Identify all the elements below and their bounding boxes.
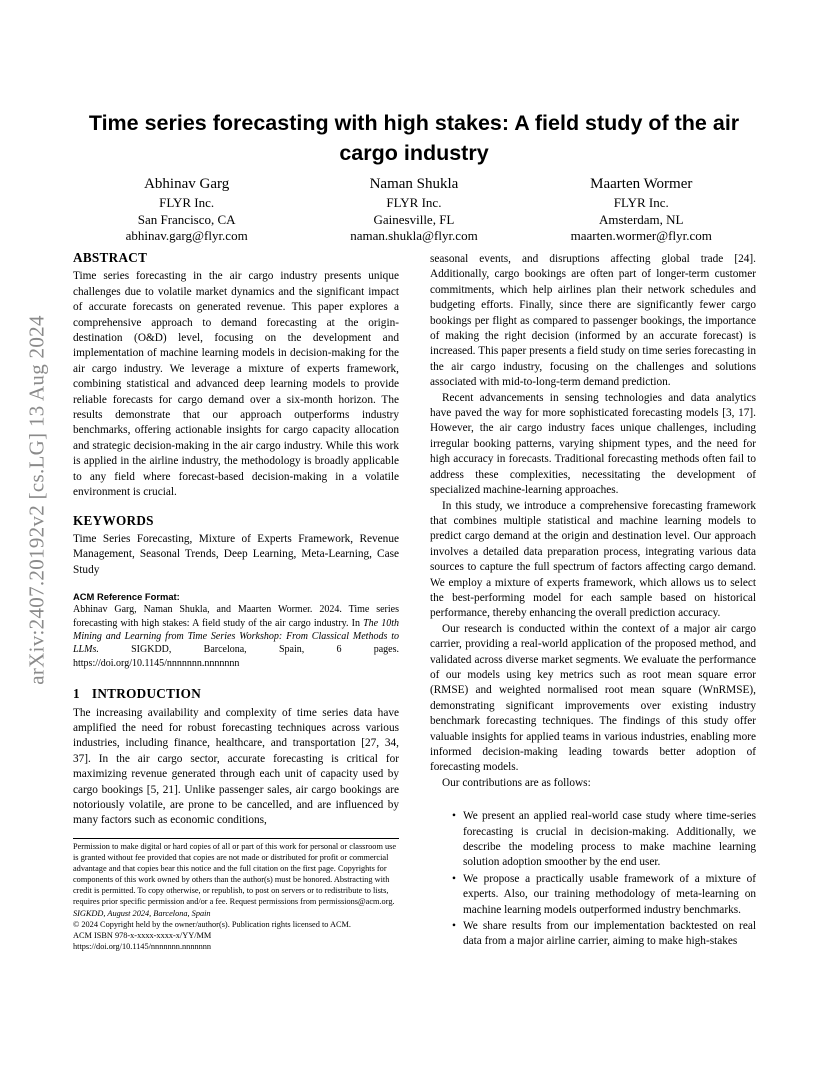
contribution-item (430, 919, 756, 950)
contribution-item (430, 872, 756, 918)
acm-reference-line1: Abhinav Garg, Naman Shukla, and Maarten Wormer. 2024. Time series forecasting with high stakes: A field study of the air cargo industry. In (73, 604, 399, 629)
intro-paragraph-5: Our contributions are as follows: (442, 776, 591, 789)
section-number: 1 (73, 686, 80, 702)
section-title: INTRODUCTION (91, 686, 202, 702)
permission-footnote (73, 838, 399, 952)
author-block (73, 175, 755, 245)
bullet-icon: • (452, 872, 456, 885)
contribution-text: We present an applied real-world case study where time-series forecasting is crucial in decision-making. Additionally, we describe the modeling process to make machine learning solution adoption smoother by the end user. (463, 810, 756, 869)
intro-continued-paragraph: seasonal events, and disruptions affecting global trade [24]. Additionally, cargo bookings are often part of longer-term customer commitments, which help airlines plan their network schedules and budgeting efforts. Finally, since there are significantly fewer cargo bookings per flight as compared to passenger bookings, the importance of making the right decision (informed by an accurate forecast) is increased. This paper presents a field study on time series forecasting in the air cargo industry, focusing on the challenges and solutions associated with mid-to-long-term demand prediction. (430, 253, 756, 389)
author-location: San Francisco, CA (137, 211, 236, 227)
introduction-heading (73, 686, 399, 701)
introduction-paragraph-1: The increasing availability and complexity of time series data have amplified the need for robust forecasting techniques across various industries, including finance, healthcare, and transportation [27, 34, 37]. In the air cargo sector, accurate forecasting is critical for maximizing revenue generated through each unit of capacity used by cargo bookings [5, 21]. Unlike passenger sales, air cargo bookings are notoriously volatile, are prone to be cancelled, and are influenced by many factors such as economic conditions, (73, 706, 399, 827)
author-2 (300, 175, 527, 245)
isbn-line: ACM ISBN 978-x-xxxx-xxxx-x/YY/MM (73, 931, 212, 940)
acm-reference-line2: SIGKDD, Barcelona, Spain, 6 pages. https://doi.org/10.1145/nnnnnnn.nnnnnnn (73, 644, 399, 669)
acm-reference-text (73, 603, 399, 670)
contribution-item (430, 809, 756, 871)
intro-paragraph-3: In this study, we introduce a comprehensive forecasting framework that combines multiple statistical and machine learning models to predict cargo demand at the origin and destination level. Our approach involves a detailed data preparation process, integrating various data sources to capture the full spectrum of factors affecting cargo demand. We employ a mixture of experts framework, which allows us to select the best-performing model for each sample based on historical performance, thereby enhancing the overall prediction accuracy. (430, 499, 756, 620)
author-org: FLYR Inc. (386, 195, 442, 210)
contribution-text: We share results from our implementation backtested on real data from a major airline carrier, aiming to make high-stakes (463, 920, 756, 948)
author-org: FLYR Inc. (159, 195, 215, 210)
author-name: Naman Shukla (369, 176, 459, 192)
contributions-list (430, 809, 756, 950)
right-column (430, 252, 756, 951)
author-email[interactable]: abhinav.garg@flyr.com (125, 228, 248, 243)
intro-paragraph-4: Our research is conducted within the context of a major air cargo carrier, providing a real-world application of the proposed method, and validated across diverse market segments. We evaluate the performance of our models using key metrics such as root mean square error (RMSE) and weighted normalised root mean square (WnRMSE), demonstrating significant improvements over existing industry benchmark forecasting techniques. The findings of this study offer valuable insights for applied teams in various industries, enabling more informed decision-making leading towards better adoption of forecasting models. (430, 622, 756, 774)
contribution-text: We propose a practically usable framework of a mixture of experts. Also, our training methodology of meta-learning on machine learning models outperformed industry benchmarks. (463, 872, 756, 916)
abstract-text: Time series forecasting in the air cargo industry presents unique challenges due to volatile market dynamics and the significant impact of accurate forecasts on generated revenue. This paper explores a comprehensive approach to demand forecasting at the origin-destination (O&D) level, focusing on the development and implementation of machine learning models in decision-making for the air cargo industry. We leverage a mixture of experts framework, combining statistical and advanced deep learning models to provide reliable forecasts for cargo demand over a six-month horizon. The results demonstrate that our approach outperforms industry benchmarks, offering actionable insights for cargo capacity allocation and strategic decision-making in the air cargo industry. While this work is applied in the airline industry, the methodology is broadly applicable to any field where forecast-based decision-making in a volatile environment is crucial. (73, 270, 399, 499)
author-location: Amsterdam, NL (599, 211, 684, 227)
intro-paragraph-2: Recent advancements in sensing technologies and data analytics have paved the way for more sophisticated forecasting models [3, 17]. However, the air cargo industry faces unique challenges, including irregular booking patterns, varying shipment types, and the need for high accuracy in forecasts. Traditional forecasting methods often fail to address these complexities, necessitating the development of specialized machine-learning approaches. (430, 391, 756, 497)
venue-line: SIGKDD, August 2024, Barcelona, Spain (73, 909, 211, 918)
paper-title: Time series forecasting with high stakes: A field study of the air cargo industry (88, 111, 740, 165)
permission-text: Permission to make digital or hard copies of all or part of this work for personal or classroom use is granted without fee provided that copies are not made or distributed for profit or commercial advantage and that copies bear this notice and the full citation on the first page. Copyrights for components of this work owned by others than the author(s) must be honored. Abstracting with credit is permitted. To copy otherwise, or republish, to post on servers or to redistribute to lists, requires prior specific permission and/or a fee. Request permissions from permissions@acm.org. (73, 842, 397, 906)
author-location: Gainesville, FL (373, 211, 455, 227)
acm-reference-heading: ACM Reference Format: (73, 591, 180, 603)
copyright-line: © 2024 Copyright held by the owner/author(s). Publication rights licensed to ACM. (73, 920, 351, 929)
author-email[interactable]: maarten.wormer@flyr.com (570, 228, 712, 243)
bullet-icon: • (452, 920, 456, 933)
author-email[interactable]: naman.shukla@flyr.com (350, 228, 478, 243)
acm-reference-venue: The 10th Mining and Learning from Time Series Workshop: From Classical Methods to LLMs. (73, 617, 400, 656)
keywords-text: Time Series Forecasting, Mixture of Experts Framework, Revenue Management, Seasonal Trends, Deep Learning, Meta-Learning, Case Study (73, 532, 399, 576)
author-1 (73, 175, 300, 245)
arxiv-identifier: arXiv:2407.20192v2 [cs.LG] 13 Aug 2024 (24, 315, 49, 685)
author-org: FLYR Inc. (613, 195, 669, 210)
arxiv-stamp (20, 300, 54, 700)
author-3 (528, 175, 755, 245)
author-name: Maarten Wormer (590, 176, 693, 192)
left-column (73, 250, 399, 829)
doi-link[interactable]: https://doi.org/10.1145/nnnnnnn.nnnnnnn (73, 942, 212, 951)
keywords-heading: KEYWORDS (73, 512, 154, 528)
abstract-heading: ABSTRACT (73, 250, 148, 265)
author-name: Abhinav Garg (144, 176, 230, 192)
bullet-icon: • (452, 810, 456, 823)
